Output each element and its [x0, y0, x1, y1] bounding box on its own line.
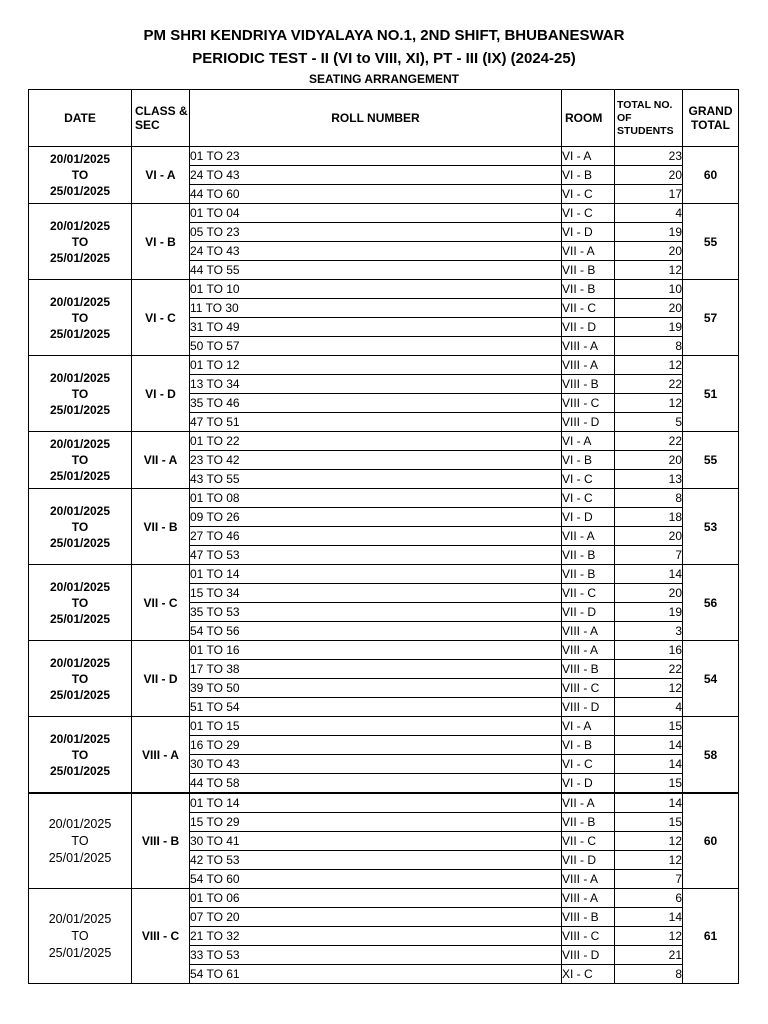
date-cell [29, 432, 132, 489]
room-cell: VIII - D [562, 413, 615, 432]
date-line: 25/01/2025 [48, 945, 112, 960]
table-row [29, 204, 739, 223]
room-cell: VII - A [562, 242, 615, 261]
sheet-subtitle: SEATING ARRANGEMENT [309, 72, 459, 86]
room-cell: XI - C [562, 965, 615, 984]
table-row [29, 717, 739, 736]
student-count-cell: 12 [615, 927, 683, 946]
room-cell: VI - D [562, 774, 615, 794]
student-count-cell: 7 [615, 870, 683, 889]
date-line: 25/01/2025 [49, 535, 111, 550]
date-line: 20/01/2025 [49, 437, 111, 451]
class-cell: VI - D [132, 356, 190, 432]
room-cell: VIII - A [562, 641, 615, 660]
date-line: 25/01/2025 [49, 402, 111, 417]
room-cell: VIII - D [562, 698, 615, 717]
room-cell: VIII - B [562, 908, 615, 927]
date-line: TO [71, 747, 89, 762]
roll-range-cell: 09 TO 26 [190, 508, 562, 527]
roll-range-cell: 42 TO 53 [190, 851, 562, 870]
student-count-cell: 14 [615, 755, 683, 774]
date-line: 25/01/2025 [48, 850, 112, 865]
roll-range-cell: 01 TO 04 [190, 204, 562, 223]
grand-total-cell: 60 [683, 147, 739, 204]
date-cell [29, 793, 132, 889]
room-cell: VI - B [562, 451, 615, 470]
date-line: 20/01/2025 [48, 816, 112, 831]
room-cell: VII - D [562, 851, 615, 870]
date-line: TO [71, 234, 89, 249]
room-cell: VIII - B [562, 660, 615, 679]
room-cell: VII - D [562, 603, 615, 622]
roll-range-cell: 16 TO 29 [190, 736, 562, 755]
class-cell: VII - C [132, 565, 190, 641]
date-line: TO [71, 519, 89, 534]
student-count-cell: 19 [615, 223, 683, 242]
header-row [29, 90, 739, 147]
date-line: 20/01/2025 [48, 911, 112, 926]
student-count-cell: 8 [615, 337, 683, 356]
room-cell: VIII - A [562, 622, 615, 641]
roll-range-cell: 27 TO 46 [190, 527, 562, 546]
date-line: 25/01/2025 [49, 250, 111, 265]
room-cell: VIII - C [562, 679, 615, 698]
grand-total-cell: 51 [683, 356, 739, 432]
school-title: PM SHRI KENDRIYA VIDYALAYA NO.1, 2ND SHIFT, BHUBANESWAR [143, 27, 625, 44]
roll-range-cell: 11 TO 30 [190, 299, 562, 318]
date-cell [29, 204, 132, 280]
date-line: TO [71, 595, 89, 610]
student-count-cell: 13 [615, 470, 683, 489]
table-body [29, 147, 739, 984]
class-cell: VIII - A [132, 717, 190, 794]
col-room: ROOM [562, 90, 615, 147]
roll-range-cell: 24 TO 43 [190, 242, 562, 261]
student-count-cell: 15 [615, 774, 683, 794]
room-cell: VII - B [562, 280, 615, 299]
student-count-cell: 12 [615, 394, 683, 413]
room-cell: VIII - A [562, 356, 615, 375]
date-cell [29, 717, 132, 794]
room-cell: VII - C [562, 832, 615, 851]
exam-title: PERIODIC TEST - II (VI to VIII, XI), PT - III (IX) (2024-25) [192, 50, 576, 67]
roll-range-cell: 01 TO 14 [190, 793, 562, 813]
roll-range-cell: 23 TO 42 [190, 451, 562, 470]
student-count-cell: 12 [615, 261, 683, 280]
date-cell [29, 280, 132, 356]
grand-total-cell: 61 [683, 889, 739, 984]
room-cell: VIII - D [562, 946, 615, 965]
room-cell: VII - A [562, 527, 615, 546]
date-cell [29, 565, 132, 641]
date-line: TO [71, 310, 89, 325]
date-line: TO [71, 386, 89, 401]
table-row [29, 565, 739, 584]
grand-total-cell: 55 [683, 204, 739, 280]
student-count-cell: 20 [615, 584, 683, 603]
roll-range-cell: 21 TO 32 [190, 927, 562, 946]
room-cell: VII - B [562, 546, 615, 565]
date-line: 20/01/2025 [49, 579, 111, 594]
grand-total-cell: 55 [683, 432, 739, 489]
room-cell: VI - A [562, 717, 615, 736]
room-cell: VIII - B [562, 375, 615, 394]
roll-range-cell: 01 TO 23 [190, 147, 562, 166]
room-cell: VI - A [562, 147, 615, 166]
student-count-cell: 10 [615, 280, 683, 299]
date-line: TO [71, 168, 89, 182]
student-count-cell: 19 [615, 318, 683, 337]
table-row [29, 641, 739, 660]
room-cell: VI - B [562, 736, 615, 755]
student-count-cell: 4 [615, 204, 683, 223]
date-line: TO [71, 671, 89, 686]
date-line: 20/01/2025 [49, 218, 111, 233]
room-cell: VIII - A [562, 870, 615, 889]
grand-total-cell: 54 [683, 641, 739, 717]
room-cell: VI - C [562, 755, 615, 774]
date-cell [29, 889, 132, 984]
roll-range-cell: 07 TO 20 [190, 908, 562, 927]
roll-range-cell: 54 TO 61 [190, 965, 562, 984]
date-line: TO [71, 833, 89, 848]
roll-range-cell: 01 TO 10 [190, 280, 562, 299]
roll-range-cell: 54 TO 60 [190, 870, 562, 889]
room-cell: VI - C [562, 489, 615, 508]
table-row [29, 889, 739, 908]
table-row [29, 489, 739, 508]
col-roll: ROLL NUMBER [190, 90, 562, 147]
room-cell: VII - B [562, 261, 615, 280]
room-cell: VII - B [562, 813, 615, 832]
roll-range-cell: 24 TO 43 [190, 166, 562, 185]
student-count-cell: 14 [615, 908, 683, 927]
col-total [615, 90, 683, 147]
student-count-cell: 12 [615, 851, 683, 870]
col-total-line1: TOTAL NO. [617, 98, 673, 111]
roll-range-cell: 30 TO 43 [190, 755, 562, 774]
student-count-cell: 14 [615, 736, 683, 755]
roll-range-cell: 39 TO 50 [190, 679, 562, 698]
student-count-cell: 15 [615, 717, 683, 736]
col-total-line3: STUDENTS [617, 124, 674, 137]
date-line: 20/01/2025 [49, 655, 111, 670]
student-count-cell: 20 [615, 166, 683, 185]
room-cell: VIII - C [562, 394, 615, 413]
col-class-line1: CLASS & [135, 104, 188, 118]
student-count-cell: 12 [615, 832, 683, 851]
date-cell [29, 489, 132, 565]
date-line: 25/01/2025 [49, 184, 111, 198]
roll-range-cell: 33 TO 53 [190, 946, 562, 965]
roll-range-cell: 47 TO 51 [190, 413, 562, 432]
student-count-cell: 14 [615, 793, 683, 813]
student-count-cell: 15 [615, 813, 683, 832]
room-cell: VII - A [562, 793, 615, 813]
roll-range-cell: 01 TO 06 [190, 889, 562, 908]
room-cell: VII - D [562, 318, 615, 337]
room-cell: VII - C [562, 299, 615, 318]
roll-range-cell: 01 TO 12 [190, 356, 562, 375]
roll-range-cell: 50 TO 57 [190, 337, 562, 356]
col-grand [683, 90, 739, 147]
grand-total-cell: 53 [683, 489, 739, 565]
student-count-cell: 8 [615, 965, 683, 984]
student-count-cell: 8 [615, 489, 683, 508]
table-row [29, 147, 739, 166]
roll-range-cell: 43 TO 55 [190, 470, 562, 489]
class-cell: VII - D [132, 641, 190, 717]
col-date: DATE [29, 90, 132, 147]
room-cell: VII - B [562, 565, 615, 584]
room-cell: VI - C [562, 185, 615, 204]
date-line: 25/01/2025 [49, 326, 111, 341]
date-line: 20/01/2025 [49, 503, 111, 518]
class-cell: VII - A [132, 432, 190, 489]
date-line: 20/01/2025 [49, 370, 111, 385]
class-cell: VI - A [132, 147, 190, 204]
student-count-cell: 20 [615, 299, 683, 318]
class-cell: VIII - B [132, 793, 190, 889]
room-cell: VIII - C [562, 927, 615, 946]
table-row [29, 793, 739, 813]
student-count-cell: 20 [615, 527, 683, 546]
date-line: 20/01/2025 [49, 152, 111, 166]
roll-range-cell: 05 TO 23 [190, 223, 562, 242]
col-grand-line2: TOTAL [691, 118, 730, 132]
roll-range-cell: 44 TO 55 [190, 261, 562, 280]
date-line: 25/01/2025 [49, 687, 111, 702]
student-count-cell: 5 [615, 413, 683, 432]
class-cell: VI - B [132, 204, 190, 280]
roll-range-cell: 35 TO 46 [190, 394, 562, 413]
roll-range-cell: 01 TO 14 [190, 565, 562, 584]
room-cell: VIII - A [562, 337, 615, 356]
student-count-cell: 22 [615, 660, 683, 679]
class-cell: VIII - C [132, 889, 190, 984]
roll-range-cell: 51 TO 54 [190, 698, 562, 717]
grand-total-cell: 58 [683, 717, 739, 794]
date-line: TO [71, 928, 89, 943]
seating-table [28, 89, 739, 984]
student-count-cell: 6 [615, 889, 683, 908]
roll-range-cell: 31 TO 49 [190, 318, 562, 337]
student-count-cell: 16 [615, 641, 683, 660]
student-count-cell: 23 [615, 147, 683, 166]
student-count-cell: 22 [615, 432, 683, 451]
date-cell [29, 147, 132, 204]
date-line: 25/01/2025 [49, 469, 111, 483]
student-count-cell: 20 [615, 451, 683, 470]
student-count-cell: 20 [615, 242, 683, 261]
col-grand-line1: GRAND [688, 104, 733, 118]
roll-range-cell: 01 TO 08 [190, 489, 562, 508]
class-cell: VII - B [132, 489, 190, 565]
grand-total-cell: 57 [683, 280, 739, 356]
student-count-cell: 14 [615, 565, 683, 584]
date-line: 25/01/2025 [49, 763, 111, 778]
room-cell: VI - A [562, 432, 615, 451]
student-count-cell: 21 [615, 946, 683, 965]
date-cell [29, 356, 132, 432]
room-cell: VI - B [562, 166, 615, 185]
student-count-cell: 3 [615, 622, 683, 641]
roll-range-cell: 35 TO 53 [190, 603, 562, 622]
roll-range-cell: 15 TO 29 [190, 813, 562, 832]
student-count-cell: 19 [615, 603, 683, 622]
room-cell: VI - D [562, 223, 615, 242]
date-line: 20/01/2025 [49, 731, 111, 746]
student-count-cell: 12 [615, 679, 683, 698]
room-cell: VI - C [562, 470, 615, 489]
roll-range-cell: 44 TO 58 [190, 774, 562, 794]
room-cell: VI - C [562, 204, 615, 223]
student-count-cell: 7 [615, 546, 683, 565]
room-cell: VI - D [562, 508, 615, 527]
student-count-cell: 18 [615, 508, 683, 527]
table-row [29, 356, 739, 375]
room-cell: VII - C [562, 584, 615, 603]
student-count-cell: 12 [615, 356, 683, 375]
student-count-cell: 4 [615, 698, 683, 717]
roll-range-cell: 44 TO 60 [190, 185, 562, 204]
date-line: TO [71, 453, 89, 467]
table-row [29, 280, 739, 299]
date-cell [29, 641, 132, 717]
room-cell: VIII - A [562, 889, 615, 908]
col-total-line2: OF [617, 111, 632, 124]
roll-range-cell: 01 TO 16 [190, 641, 562, 660]
roll-range-cell: 13 TO 34 [190, 375, 562, 394]
table-row [29, 432, 739, 451]
roll-range-cell: 30 TO 41 [190, 832, 562, 851]
grand-total-cell: 56 [683, 565, 739, 641]
col-class-line2: SEC [135, 118, 160, 132]
roll-range-cell: 54 TO 56 [190, 622, 562, 641]
student-count-cell: 22 [615, 375, 683, 394]
date-line: 25/01/2025 [49, 611, 111, 626]
student-count-cell: 17 [615, 185, 683, 204]
roll-range-cell: 01 TO 15 [190, 717, 562, 736]
roll-range-cell: 17 TO 38 [190, 660, 562, 679]
date-line: 20/01/2025 [49, 294, 111, 309]
roll-range-cell: 15 TO 34 [190, 584, 562, 603]
class-cell: VI - C [132, 280, 190, 356]
roll-range-cell: 01 TO 22 [190, 432, 562, 451]
grand-total-cell: 60 [683, 793, 739, 889]
col-class [132, 90, 190, 147]
roll-range-cell: 47 TO 53 [190, 546, 562, 565]
